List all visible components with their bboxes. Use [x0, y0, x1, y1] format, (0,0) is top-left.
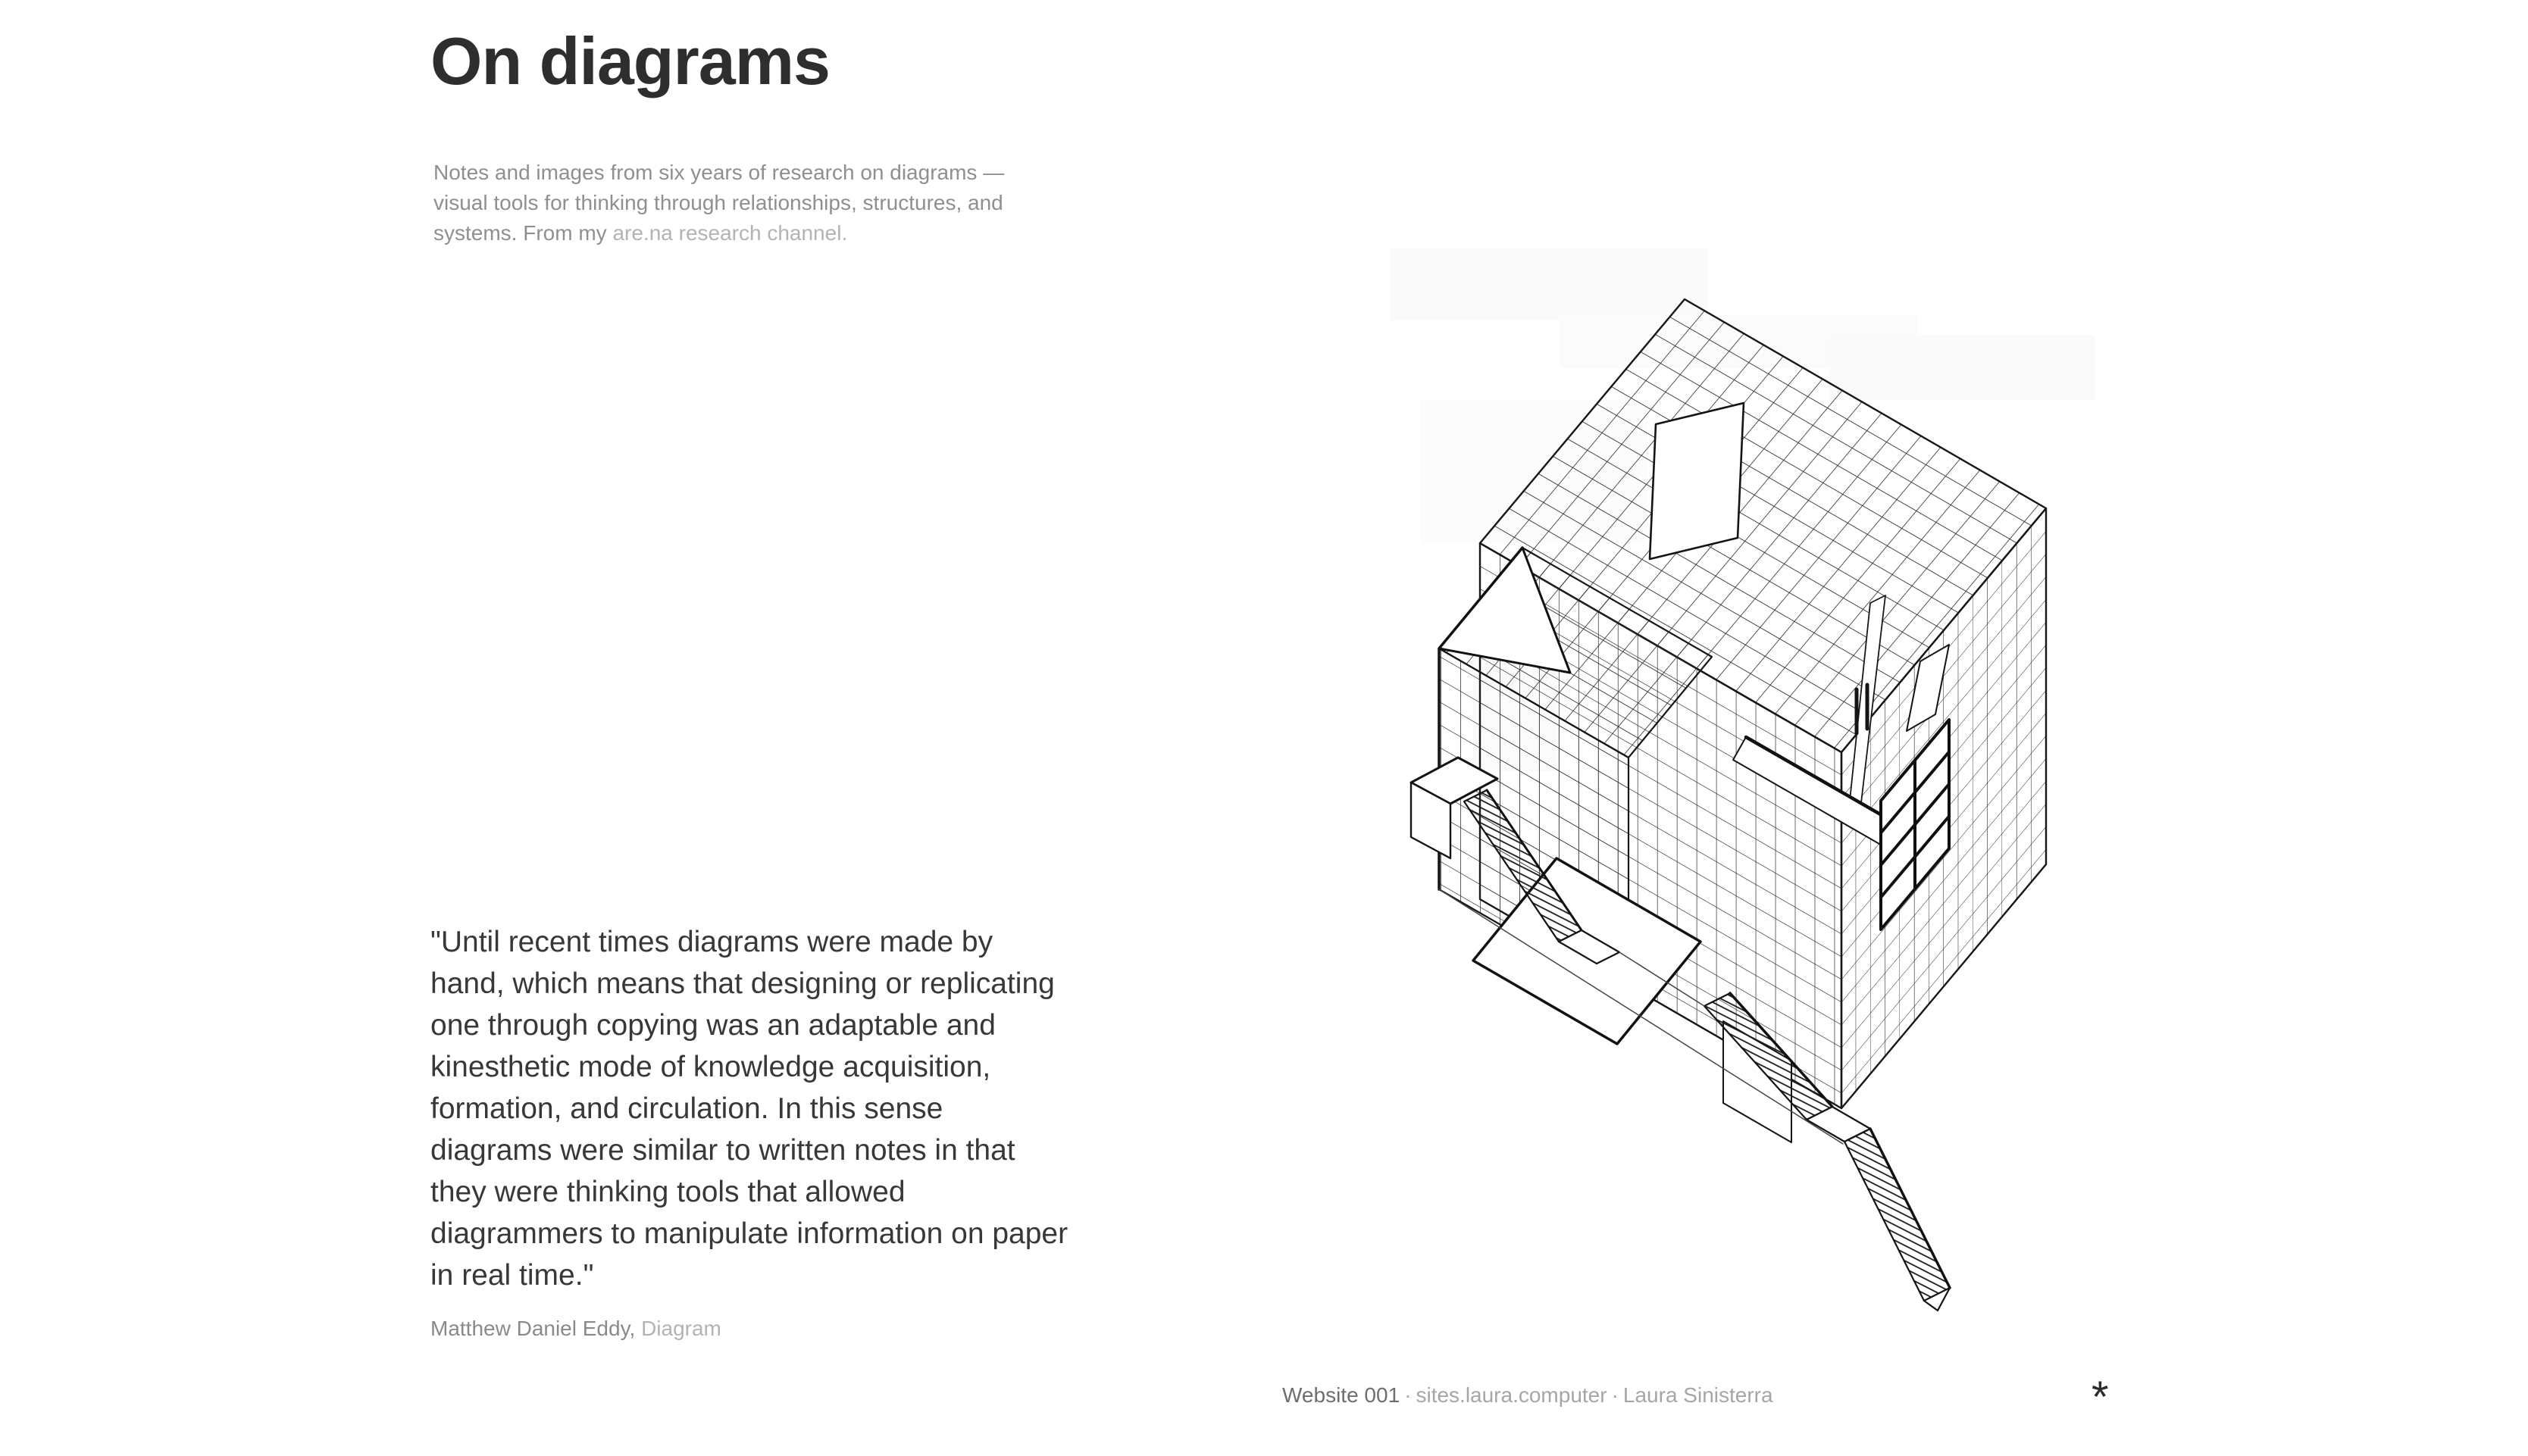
page-title: On diagrams: [430, 23, 830, 98]
quote-author: Matthew Daniel Eddy,: [430, 1317, 636, 1340]
axonometric-building-svg: [1367, 248, 2132, 1344]
footer-separator: ·: [1611, 1383, 1619, 1407]
axonometric-building-drawing: [1367, 248, 2132, 1344]
intro-text: Notes and images from six years of research on diagrams — visual tools for thinking through relationships, structures, and systems. From my: [433, 161, 1005, 245]
site-domain-link[interactable]: sites.laura.computer: [1416, 1383, 1607, 1407]
site-footer: [1282, 1383, 1773, 1408]
quote-source[interactable]: Diagram: [641, 1317, 721, 1340]
quote-attribution: [430, 1317, 721, 1341]
site-author-link[interactable]: Laura Sinisterra: [1622, 1383, 1773, 1407]
asterisk-icon[interactable]: *: [2092, 1373, 2109, 1422]
intro-paragraph: [433, 158, 1040, 248]
arena-channel-link[interactable]: are.na research channel: [612, 221, 842, 245]
staircase-lower: [1844, 1129, 1950, 1311]
site-label: Website 001: [1282, 1383, 1400, 1407]
footer-separator: ·: [1404, 1383, 1412, 1407]
intro-text-end: .: [841, 221, 848, 245]
quote-text: "Until recent times diagrams were made by hand, which means that designing or replicating one through copying was an adaptable and kinesthetic mode of knowledge acquisition, formation, and circulation. In this sense diagrams were similar to written notes in that they were thinking tools that allowed diagrammers to manipulate information on paper in real time.": [430, 926, 1068, 1292]
